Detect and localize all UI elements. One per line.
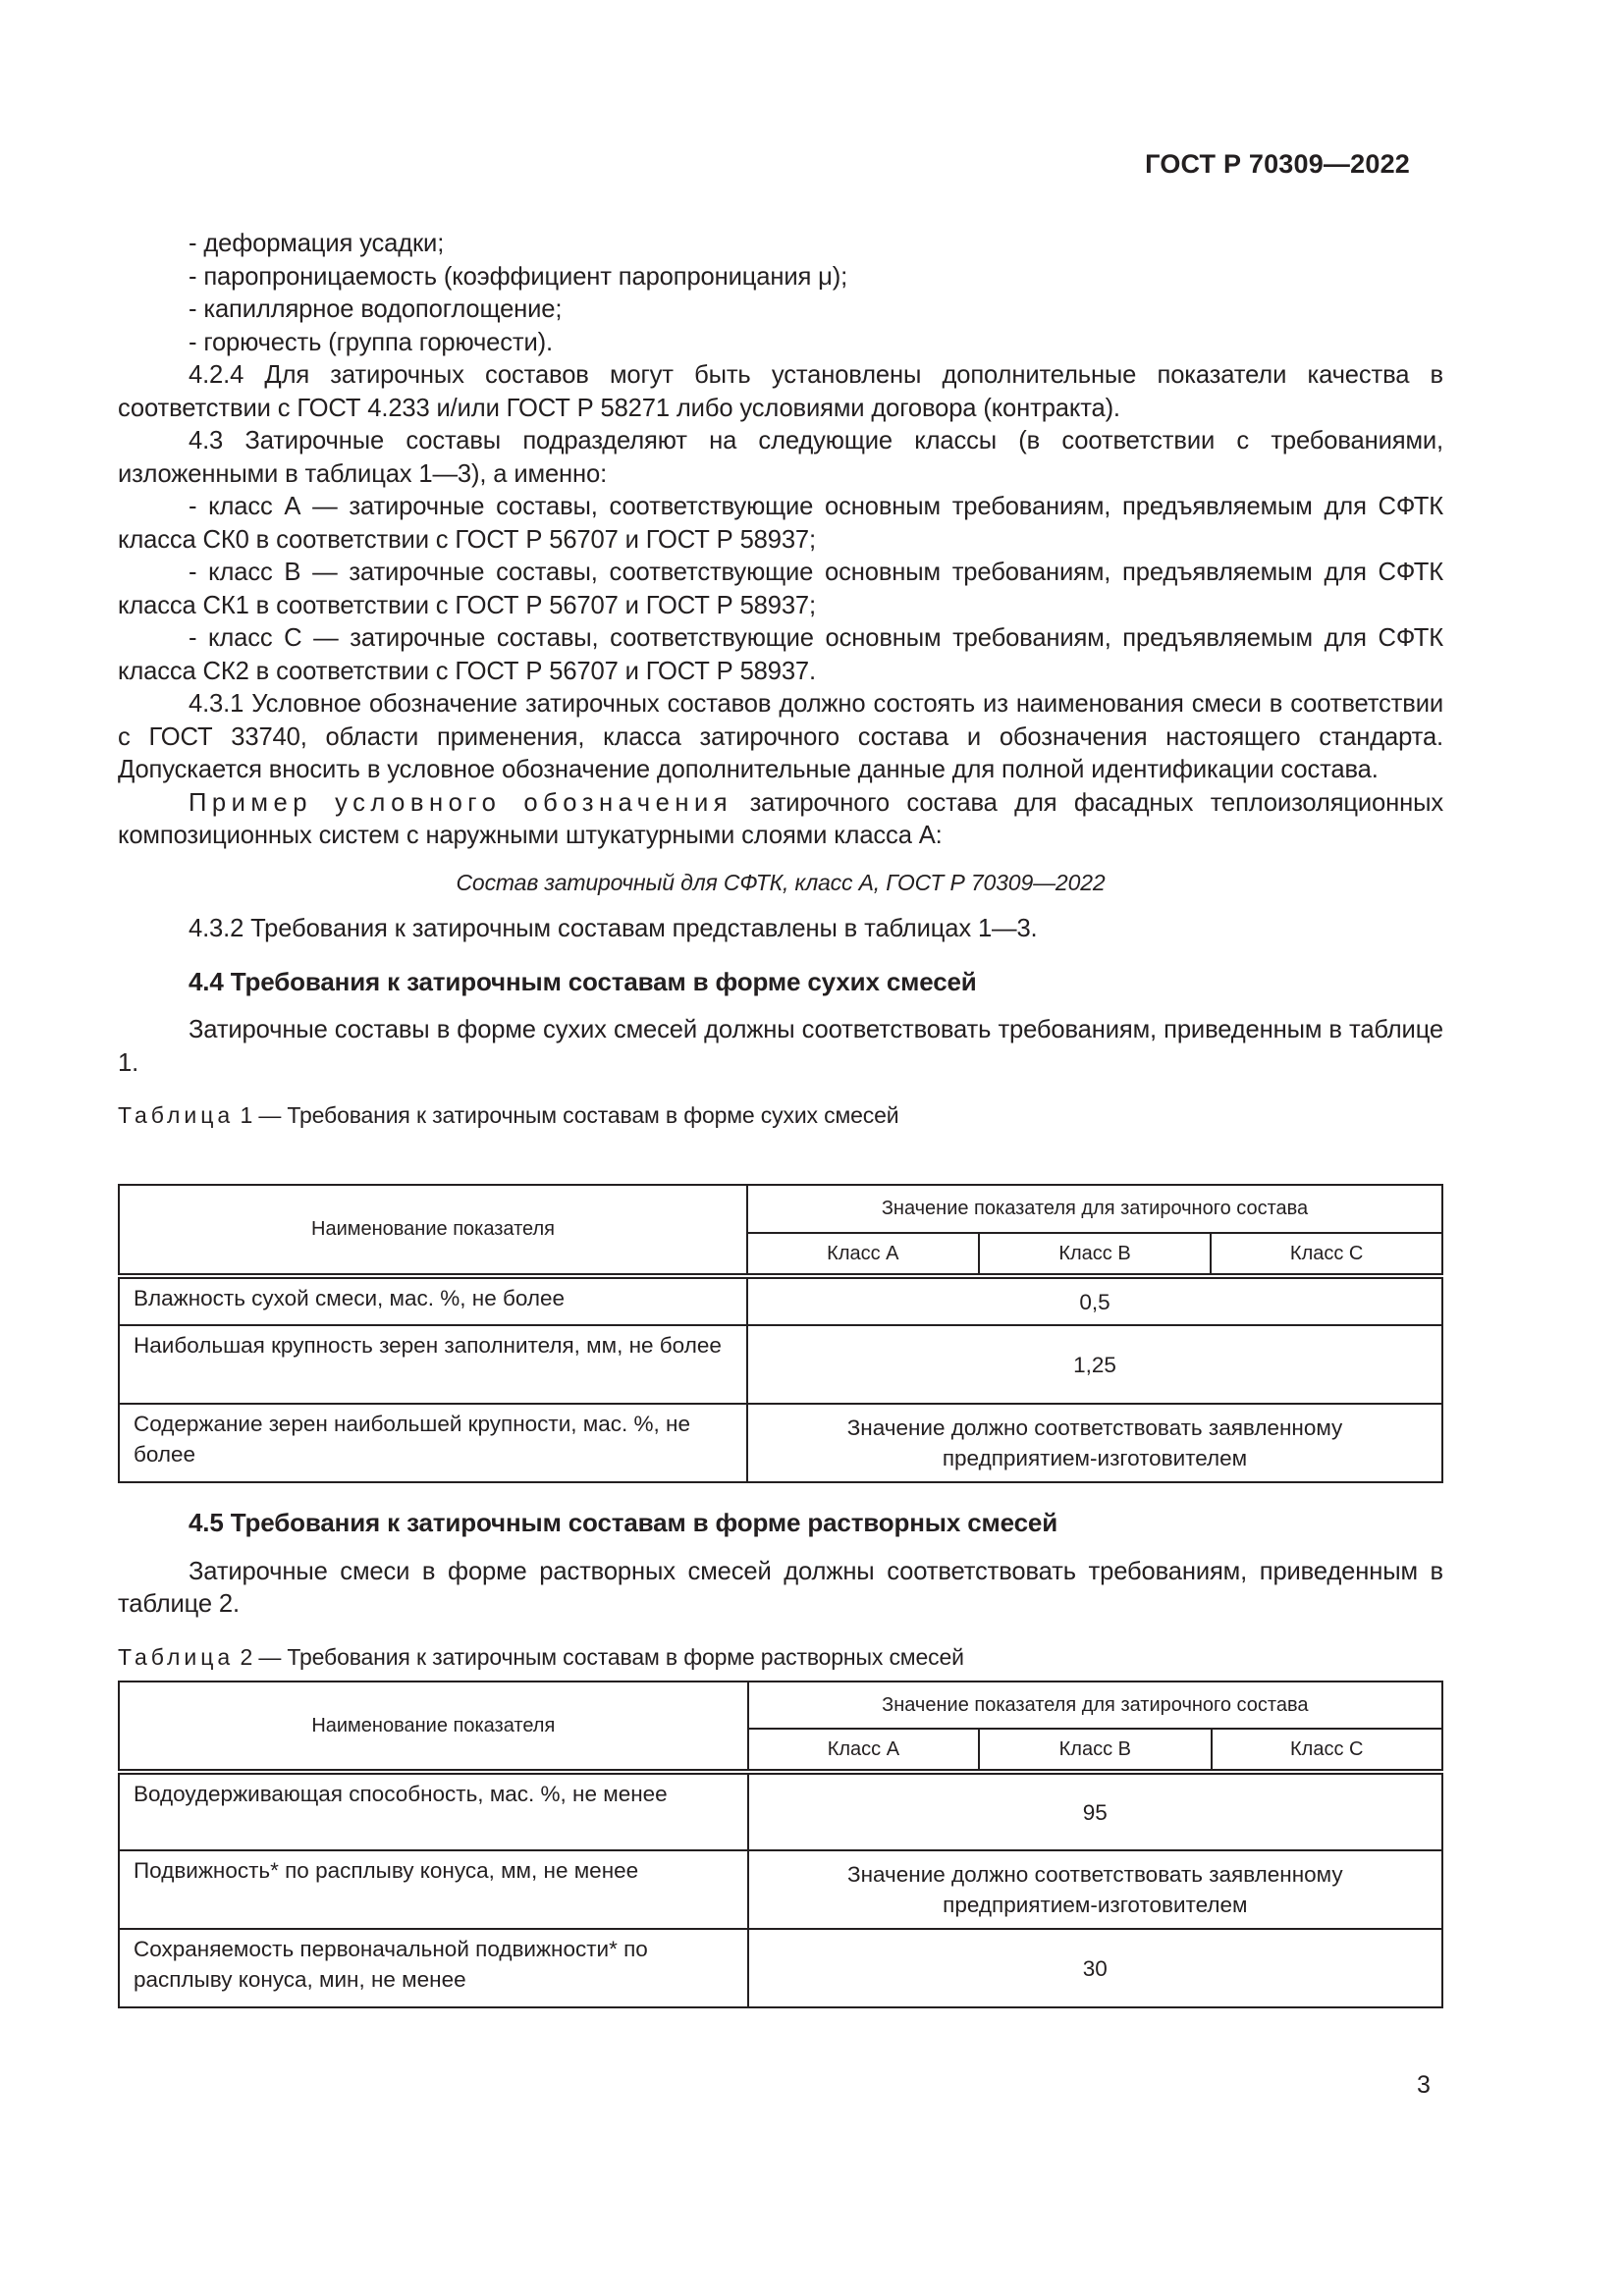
section-4-4-paragraph: Затирочные составы в форме сухих смесей должны соответствовать требованиям, приведенным в таблице 1. bbox=[118, 1016, 1443, 1077]
table-1-header-class-c: Класс С bbox=[1211, 1233, 1442, 1276]
bullet-item: - деформация усадки; bbox=[189, 230, 445, 257]
example-paragraph bbox=[118, 787, 1443, 853]
table-1 bbox=[118, 1184, 1443, 1483]
caption-label: Таблица bbox=[118, 1643, 235, 1670]
table-row bbox=[119, 1404, 1442, 1482]
table-row bbox=[119, 1850, 1442, 1929]
paragraph-4-3-1: 4.3.1 Условное обозначение затирочных составов должно состоять из наименования смеси в соответствии с ГОСТ 33740, области применения, класса затирочного состава и обозначения настоящего стандарта. Допускается вносить в условное обозначение дополнительные данные для полной идентификации состава. bbox=[118, 690, 1443, 783]
row-name: Наибольшая крупность зерен заполнителя, мм, не более bbox=[119, 1325, 747, 1404]
caption-text: — Требования к затирочным составам в форме растворных смесей bbox=[252, 1643, 964, 1670]
table-2-header-class-b: Класс В bbox=[979, 1729, 1211, 1772]
caption-number: 2 bbox=[240, 1643, 253, 1670]
row-value: 1,25 bbox=[747, 1325, 1442, 1404]
class-item-c: - класс С — затирочные составы, соответствующие основным требованиям, предъявляемым для СФТК класса СК2 в соответствии с ГОСТ Р 56707 и ГОСТ Р 58937. bbox=[118, 624, 1443, 685]
row-value: Значение должно соответствовать заявленному предприятием-изготовителем bbox=[747, 1404, 1442, 1482]
table-2 bbox=[118, 1681, 1443, 2008]
table-2-header-class-c: Класс С bbox=[1212, 1729, 1442, 1772]
paragraph-4-3: 4.3 Затирочные составы подразделяют на следующие классы (в соответствии с требованиями, изложенными в таблицах 1—3), а именно: bbox=[118, 427, 1443, 488]
section-4-5-paragraph: Затирочные смеси в форме растворных смесей должны соответствовать требованиям, приведенным в таблице 2. bbox=[118, 1557, 1443, 1618]
table-1-header-group: Значение показателя для затирочного состава bbox=[747, 1185, 1442, 1233]
table-2-caption bbox=[118, 1641, 1443, 1675]
row-value: 30 bbox=[748, 1929, 1442, 2007]
section-4-5-heading: 4.5 Требования к затирочным составам в форме растворных смесей bbox=[189, 1508, 1058, 1537]
paragraph-4-2-4: 4.2.4 Для затирочных составов могут быть установлены дополнительные показатели качества в соответствии с ГОСТ 4.233 и/или ГОСТ Р 58271 либо условиями договора (контракта). bbox=[118, 361, 1443, 422]
table-1-header-class-b: Класс В bbox=[979, 1233, 1212, 1276]
table-2-header-class-a: Класс А bbox=[748, 1729, 979, 1772]
class-item-b: - класс В — затирочные составы, соответствующие основным требованиям, предъявляемым для СФТК класса СК1 в соответствии с ГОСТ Р 56707 и ГОСТ Р 58937; bbox=[118, 559, 1443, 619]
row-name: Сохраняемость первоначальной подвижности* по расплыву конуса, мин, не менее bbox=[119, 1929, 748, 2007]
section-4-4-heading: 4.4 Требования к затирочным составам в форме сухих смесей bbox=[189, 966, 977, 996]
table-row bbox=[119, 1276, 1442, 1325]
caption-number: 1 bbox=[240, 1102, 253, 1128]
example-text: затирочного состава для фасадных теплоизоляционных композиционных систем с наружными штукатурными слоями класса А: bbox=[118, 788, 1443, 849]
bullet-item: - паропроницаемость (коэффициент паропроницания μ); bbox=[189, 262, 848, 291]
table-2-header-name: Наименование показателя bbox=[119, 1682, 748, 1772]
body-text-block-1 bbox=[118, 228, 1443, 1133]
row-value: 95 bbox=[748, 1772, 1442, 1850]
table-1-header-name: Наименование показателя bbox=[119, 1185, 747, 1276]
bullet-item: - капиллярное водопоглощение; bbox=[189, 295, 563, 323]
row-name: Влажность сухой смеси, мас. %, не более bbox=[119, 1276, 747, 1325]
table-row bbox=[119, 1929, 1442, 2007]
table-row bbox=[119, 1772, 1442, 1850]
caption-text: — Требования к затирочным составам в форме сухих смесей bbox=[252, 1102, 899, 1128]
bullet-item: - горючесть (группа горючести). bbox=[189, 328, 553, 356]
document-header-id: ГОСТ Р 70309—2022 bbox=[1145, 149, 1410, 179]
table-1-caption bbox=[118, 1099, 1443, 1133]
caption-label: Таблица bbox=[118, 1102, 235, 1128]
page-number: 3 bbox=[1417, 2071, 1431, 2099]
row-name: Водоудерживающая способность, мас. %, не менее bbox=[119, 1772, 748, 1850]
example-designation: Состав затирочный для СФТК, класс А, ГОСТ Р 70309—2022 bbox=[456, 869, 1106, 895]
table-row bbox=[119, 1325, 1442, 1404]
table-2-header-group: Значение показателя для затирочного состава bbox=[748, 1682, 1442, 1729]
row-value: Значение должно соответствовать заявленному предприятием-изготовителем bbox=[748, 1850, 1442, 1929]
body-text-block-2 bbox=[118, 1507, 1443, 1674]
row-name: Содержание зерен наибольшей крупности, мас. %, не более bbox=[119, 1404, 747, 1482]
paragraph-4-3-2: 4.3.2 Требования к затирочным составам представлены в таблицах 1—3. bbox=[189, 915, 1038, 942]
row-value: 0,5 bbox=[747, 1276, 1442, 1325]
example-label: Пример условного обозначения bbox=[189, 788, 733, 817]
table-1-header-class-a: Класс А bbox=[747, 1233, 979, 1276]
row-name: Подвижность* по расплыву конуса, мм, не менее bbox=[119, 1850, 748, 1929]
class-item-a: - класс А — затирочные составы, соответствующие основным требованиям, предъявляемым для СФТК класса СК0 в соответствии с ГОСТ Р 56707 и ГОСТ Р 58937; bbox=[118, 493, 1443, 554]
